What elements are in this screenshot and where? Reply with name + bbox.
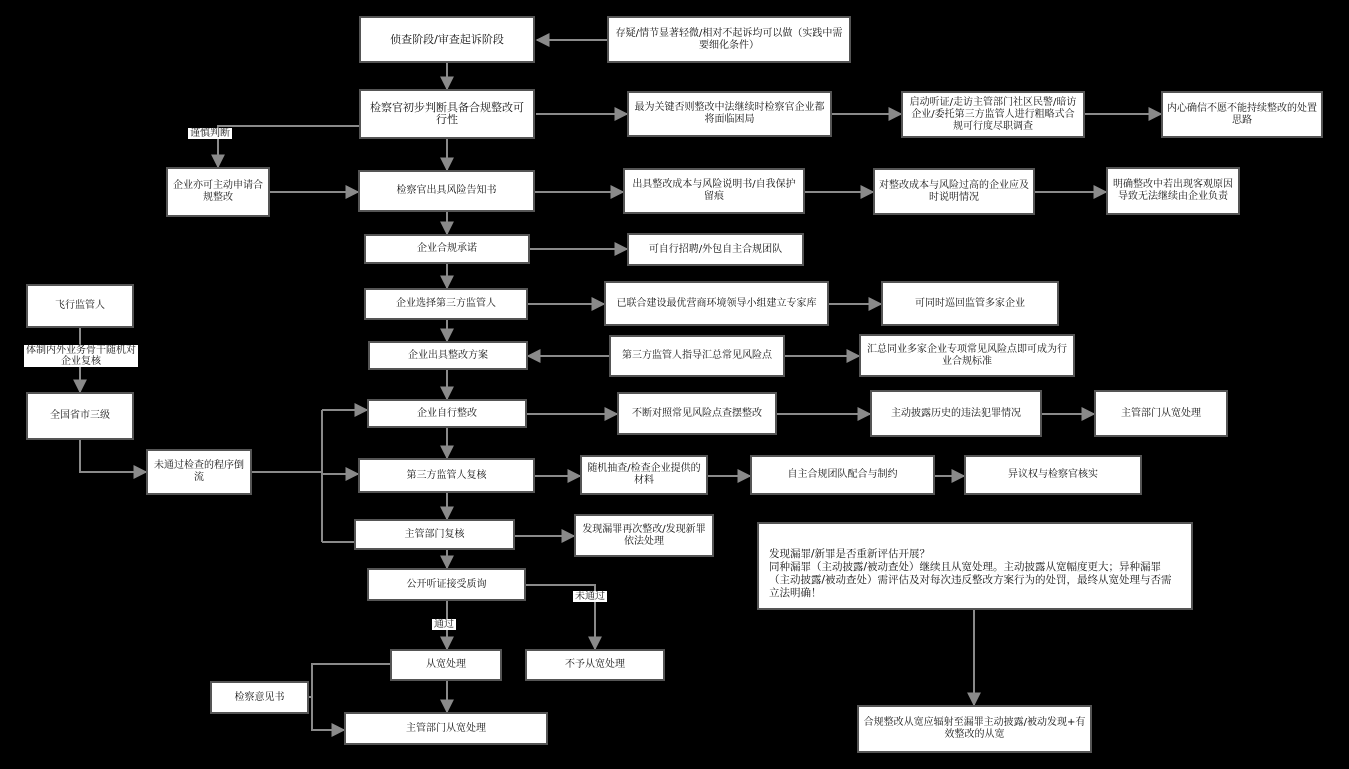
node-risk-notice: 检察官出具风险告知书 — [358, 170, 535, 212]
node-monitor-review: 第三方监管人复核 — [358, 458, 535, 493]
node-enterprise-apply: 企业亦可主动申请合规整改 — [166, 167, 270, 217]
node-rectification-plan: 企业出具整改方案 — [368, 341, 528, 370]
node-public-hearing: 公开听证接受质询 — [367, 568, 526, 601]
node-monitor-guidance: 第三方监管人指导汇总常见风险点 — [609, 335, 785, 377]
edge-quanguo-weitongguo — [80, 440, 146, 472]
node-lenient-handling-1: 主管部门从宽处理 — [1094, 390, 1228, 437]
node-enterprise-responsible: 明确整改中若出现客观原因导致无法继续由企业负责 — [1106, 167, 1240, 215]
edge-yijian-congkuan2 — [312, 697, 344, 730]
node-initial-judgment: 检察官初步判断具备合规整改可行性 — [359, 89, 535, 139]
label-not-passed: 未通过 — [575, 591, 605, 602]
node-expert-pool: 已联合建设最优营商环境领导小组建立专家库 — [604, 281, 829, 326]
label-passed: 通过 — [434, 619, 454, 630]
node-lenient-treatment: 从宽处理 — [390, 649, 502, 681]
node-objection-right: 异议权与检察官核实 — [964, 455, 1142, 495]
node-continuous-check: 不断对照常见风险点查摆整改 — [617, 392, 777, 435]
node-industry-standard: 汇总同业多家企业专项常见风险点即可成为行业合规标准 — [859, 334, 1075, 377]
node-team-cooperation: 自主合规团队配合与制约 — [750, 455, 935, 495]
node-patrol-multiple: 可同时巡回监管多家企业 — [881, 281, 1059, 326]
node-authority-review: 主管部门复核 — [354, 519, 515, 550]
node-cost-risk-statement: 出具整改成本与风险说明书/自我保护留痕 — [623, 168, 805, 214]
node-no-leniency: 不予从宽处理 — [525, 649, 665, 681]
node-flying-monitor: 飞行监管人 — [26, 284, 134, 328]
node-explain-high-cost: 对整改成本与风险过高的企业应及时说明情况 — [873, 168, 1035, 215]
node-proactive-disclosure: 主动披露历史的违法犯罪情况 — [870, 390, 1042, 437]
node-compliance-extension: 合规整改从宽应辐射至漏罪主动披露/被动发现+有效整改的从宽 — [857, 705, 1092, 753]
node-self-rectification: 企业自行整改 — [367, 399, 527, 428]
node-lenient-handling-2: 主管部门从宽处理 — [344, 712, 548, 745]
label-cautious-judgment: 谨慎判断 — [190, 128, 230, 139]
node-hearing-survey: 启动听证/走访主管部门社区民警/暗访企业/委托第三方监管人进行粗略式合规可行度尽职调查 — [901, 91, 1085, 138]
node-national-levels: 全国省市三级 — [26, 392, 134, 440]
node-key-dilemma: 最为关键否则整改中法继续时检察官企业都将面临困局 — [627, 91, 832, 137]
node-failed-check-reflow: 未通过检查的程序倒流 — [146, 449, 252, 495]
label-random-review: 体制内外业务骨干随机对企业复核 — [26, 345, 136, 367]
node-found-crimes: 发现漏罪再次整改/发现新罪依法处理 — [574, 514, 714, 557]
node-hire-team: 可自行招聘/外包自主合规团队 — [627, 233, 804, 266]
edge-yijian-connect — [309, 664, 390, 697]
node-procuratorial-opinion: 检察意见书 — [210, 681, 309, 714]
node-investigation-stage: 侦查阶段/审查起诉阶段 — [359, 16, 535, 63]
node-crime-reassessment-note: 发现漏罪/新罪是否重新评估开展？ 同种漏罪（主动披露/被动查处）继续且从宽处理。主动披露从宽幅度更大；异种漏罪（主动披露/被动查处）需评估及对每次违反整改方案行为的处罚，最终从宽处理与否需立法明确！ — [757, 522, 1193, 610]
node-compliance-commitment: 企业合规承诺 — [364, 234, 530, 264]
node-select-monitor: 企业选择第三方监管人 — [364, 288, 528, 320]
node-doubt-conditions: 存疑/情节显著轻微/相对不起诉均可以做（实践中需要细化条件） — [607, 16, 851, 63]
node-random-spotcheck: 随机抽查/检查企业提供的材料 — [580, 455, 708, 495]
node-inner-conviction: 内心确信不愿不能持续整改的处置思路 — [1161, 91, 1323, 138]
